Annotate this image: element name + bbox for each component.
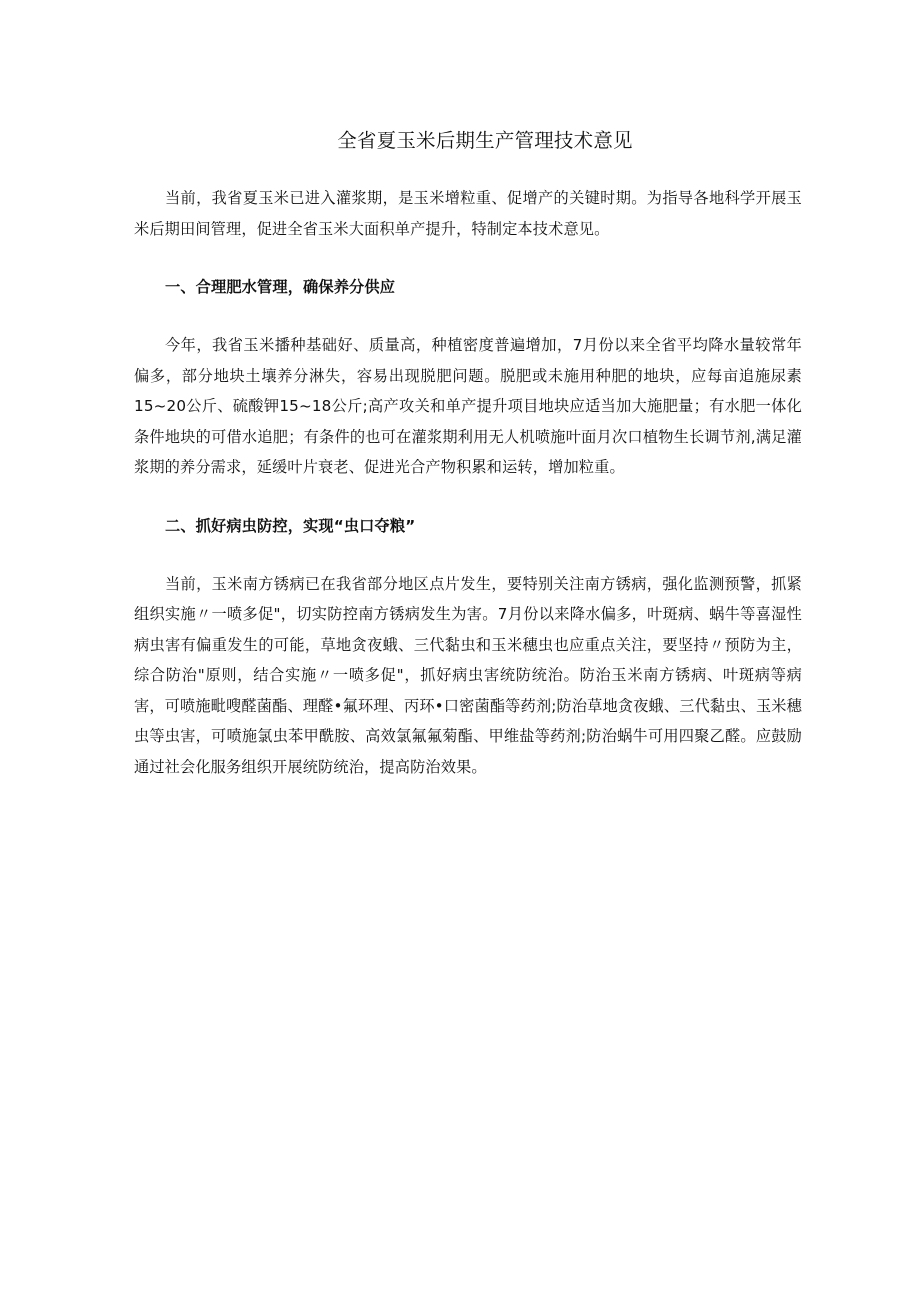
section-heading-pest-control: 二、抓好病虫防控，实现“虫口夺粮” xyxy=(165,516,416,535)
section-body-fertilizer-water: 今年，我省玉米播种基础好、质量高，种植密度普遍增加，7月份以来全省平均降水量较常年偏多，部分地块土壤养分淋失，容易出现脱肥问题。脱肥或未施用种肥的地块，应每亩追施尿素15~20公斤、硫酸钾15~18公斤;高产攻关和单产提升项目地块应适当加大施肥量；有水肥一体化条件地块的可借水追肥；有条件的也可在灌浆期利用无人机喷施叶面月次口植物生长调节剂,满足灌浆期的养分需求，延缓叶片衰老、促进光合产物积累和运转，增加粒重。 xyxy=(134,336,802,476)
document-title: 全省夏玉米后期生产管理技术意见 xyxy=(337,129,633,152)
section-body-pest-control: 当前，玉米南方锈病已在我省部分地区点片发生，要特别关注南方锈病，强化监测预警，抓紧组织实施〃一喷多促"，切实防控南方锈病发生为害。7月份以来降水偏多，叶斑病、蜗牛等喜湿性病虫害有偏重发生的可能，草地贪夜蛾、三代黏虫和玉米穗虫也应重点关注，要坚持〃预防为主，综合防治"原则，结合实施〃一喷多促"，抓好病虫害统防统治。防治玉米南方锈病、叶斑病等病害，可喷施毗嗖醛菌酯、理醛•氟环理、丙环•口密菌酯等药剂;防治草地贪夜蛾、三代黏虫、玉米穗虫等虫害，可喷施氯虫苯甲酰胺、高效氯氟氟菊酯、甲维盐等药剂;防治蜗牛可用四聚乙醛。应鼓励通过社会化服务组织开展统防统治，提高防治效果。 xyxy=(134,574,802,776)
intro-paragraph: 当前，我省夏玉米已进入灌浆期，是玉米增粒重、促增产的关键时期。为指导各地科学开展玉米后期田间管理，促进全省玉米大面积单产提升，特制定本技术意见。 xyxy=(134,189,802,238)
section-heading-fertilizer-water: 一、合理肥水管理，确保养分供应 xyxy=(165,278,396,296)
